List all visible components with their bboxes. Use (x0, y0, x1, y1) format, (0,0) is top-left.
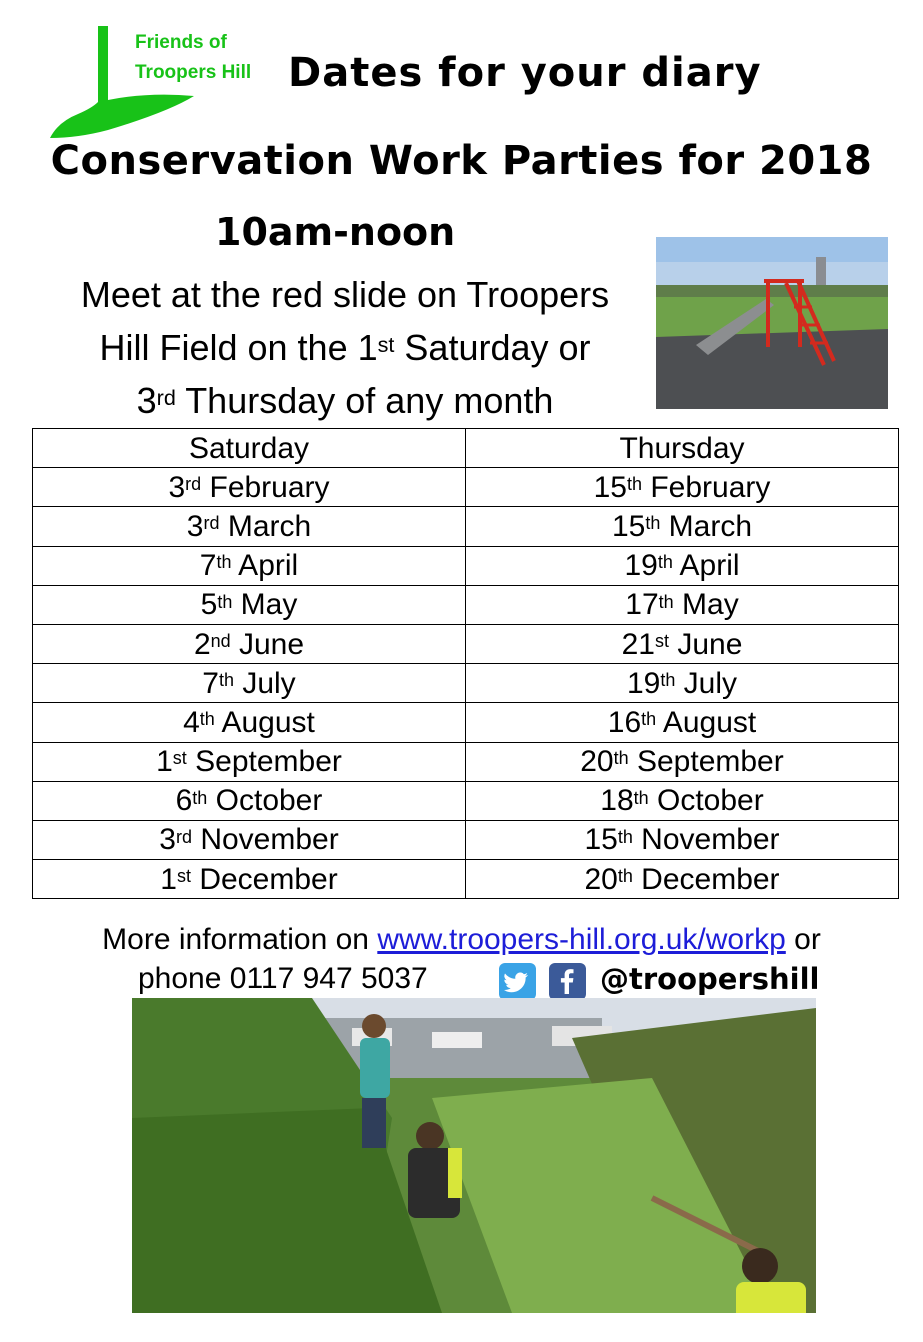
month-name: April (231, 549, 299, 583)
month-name: September (186, 745, 342, 779)
work-party-photo (132, 998, 816, 1313)
day-number: 15 (611, 509, 646, 543)
saturday-date-cell (33, 624, 466, 663)
ordinal-suffix: rd (203, 513, 220, 534)
day-number: 3 (186, 509, 204, 543)
ordinal-suffix: st (172, 748, 187, 769)
thursday-date-cell (466, 860, 899, 899)
ordinal-suffix: th (218, 670, 234, 691)
thursday-date-cell (466, 624, 899, 663)
ordinal-suffix: th (626, 474, 642, 495)
day-number: 15 (584, 823, 618, 857)
table-row (33, 820, 899, 859)
ordinal-suffix: th (641, 709, 657, 730)
ordinal-suffix: th (617, 826, 633, 847)
saturday-date-cell (33, 860, 466, 899)
ordinal-suffix: th (216, 552, 232, 573)
month-name: April (672, 549, 740, 583)
more-info-line (0, 918, 923, 962)
ordinal-suffix: rd (185, 474, 202, 495)
day-number: 16 (607, 705, 642, 739)
logo-line1: Friends of (135, 32, 227, 53)
month-name: June (669, 627, 743, 661)
ordinal-suffix: th (199, 709, 215, 730)
day-number: 1 (156, 745, 173, 779)
info-suffix: or (785, 923, 821, 956)
day-number: 17 (625, 588, 659, 622)
ordinal-suffix: nd (210, 630, 231, 651)
ordinal-suffix: st (654, 630, 669, 651)
meet-line-1: Meet at the red slide on Troopers (80, 274, 610, 315)
month-name: July (234, 666, 296, 700)
month-name: December (632, 862, 780, 896)
twitter-icon[interactable] (499, 963, 536, 1000)
month-name: March (660, 509, 753, 543)
table-row (33, 703, 899, 742)
thursday-date-cell (466, 507, 899, 546)
social-handle: @troopershill (600, 962, 820, 996)
ordinal-suffix: rd (156, 384, 176, 410)
thursday-date-cell (466, 664, 899, 703)
ordinal-suffix: th (617, 865, 633, 886)
day-number: 2 (193, 627, 211, 661)
thursday-date-cell (466, 820, 899, 859)
month-name: September (628, 745, 784, 779)
day-number: 18 (600, 784, 634, 818)
table-row (33, 860, 899, 899)
thursday-date-cell (466, 781, 899, 820)
ordinal-suffix: th (645, 513, 661, 534)
day-number: 19 (626, 666, 661, 700)
website-link[interactable]: www.troopers-hill.org.uk/workp (377, 923, 786, 956)
month-name: June (230, 627, 305, 661)
day-number: 4 (183, 705, 200, 739)
month-name: February (642, 470, 771, 504)
day-number: 5 (200, 588, 218, 622)
ordinal-suffix: th (660, 670, 676, 691)
column-header: Saturday (33, 429, 466, 468)
saturday-date-cell (33, 820, 466, 859)
table-row (33, 468, 899, 507)
ordinal-suffix: st (377, 331, 395, 357)
ordinal-suffix: th (658, 591, 674, 612)
table-row (33, 624, 899, 663)
table-header-row (33, 429, 899, 468)
meet-line-3 (30, 374, 660, 427)
ordinal-suffix: th (217, 591, 233, 612)
day-number: 6 (175, 784, 193, 818)
time-range: 10am-noon (215, 210, 456, 254)
day-number: 21 (621, 627, 655, 661)
month-name: November (191, 823, 339, 857)
month-name: July (675, 666, 738, 700)
day-number: 20 (584, 862, 618, 896)
day-number: 3 (168, 470, 186, 504)
saturday-date-cell (33, 468, 466, 507)
meet-line-2 (30, 321, 660, 374)
dates-table (32, 428, 899, 899)
table-row (33, 742, 899, 781)
month-name: August (656, 705, 757, 739)
thursday-date-cell (466, 703, 899, 742)
month-name: August (214, 705, 315, 739)
friends-of-troopers-hill-logo (48, 22, 288, 142)
saturday-date-cell (33, 742, 466, 781)
saturday-date-cell (33, 507, 466, 546)
saturday-date-cell (33, 664, 466, 703)
month-name: May (673, 588, 739, 622)
thursday-date-cell (466, 468, 899, 507)
saturday-date-cell (33, 585, 466, 624)
logo-line2: Troopers Hill (135, 62, 252, 83)
day-number: 19 (624, 549, 658, 583)
ordinal-suffix: rd (175, 826, 192, 847)
saturday-date-cell (33, 781, 466, 820)
meet-text: Hill Field on the 1 (99, 327, 378, 368)
month-name: May (232, 588, 298, 622)
day-number: 1 (160, 862, 177, 896)
main-heading: Conservation Work Parties for 2018 (50, 138, 873, 184)
saturday-date-cell (33, 703, 466, 742)
thursday-date-cell (466, 742, 899, 781)
month-name: October (207, 784, 323, 818)
saturday-date-cell (33, 546, 466, 585)
day-number: 15 (593, 470, 627, 504)
month-name: February (201, 470, 330, 504)
day-number: 20 (580, 745, 614, 779)
month-name: October (648, 784, 764, 818)
page-title: Dates for your diary (288, 50, 762, 96)
info-prefix: More information on (102, 923, 378, 956)
meet-text: Thursday of any month (175, 380, 554, 421)
thursday-date-cell (466, 585, 899, 624)
ordinal-suffix: th (613, 748, 629, 769)
phone-number: phone 0117 947 5037 (138, 962, 428, 995)
day-number: 3 (159, 823, 176, 857)
table-row (33, 664, 899, 703)
thursday-date-cell (466, 546, 899, 585)
ordinal-suffix: th (192, 787, 208, 808)
table-row (33, 585, 899, 624)
meeting-instructions (30, 268, 660, 427)
day-number: 7 (202, 666, 219, 700)
ordinal-suffix: th (633, 787, 649, 808)
ordinal-suffix: st (176, 865, 191, 886)
day-number: 7 (199, 549, 217, 583)
red-slide-photo (656, 237, 888, 409)
facebook-icon[interactable] (549, 963, 586, 1000)
meet-text: 3 (136, 380, 157, 421)
meet-text: Saturday or (394, 327, 591, 368)
month-name: March (219, 509, 312, 543)
table-row (33, 781, 899, 820)
table-row (33, 507, 899, 546)
table-row (33, 546, 899, 585)
month-name: December (190, 862, 338, 896)
column-header: Thursday (466, 429, 899, 468)
month-name: November (632, 823, 780, 857)
ordinal-suffix: th (657, 552, 673, 573)
